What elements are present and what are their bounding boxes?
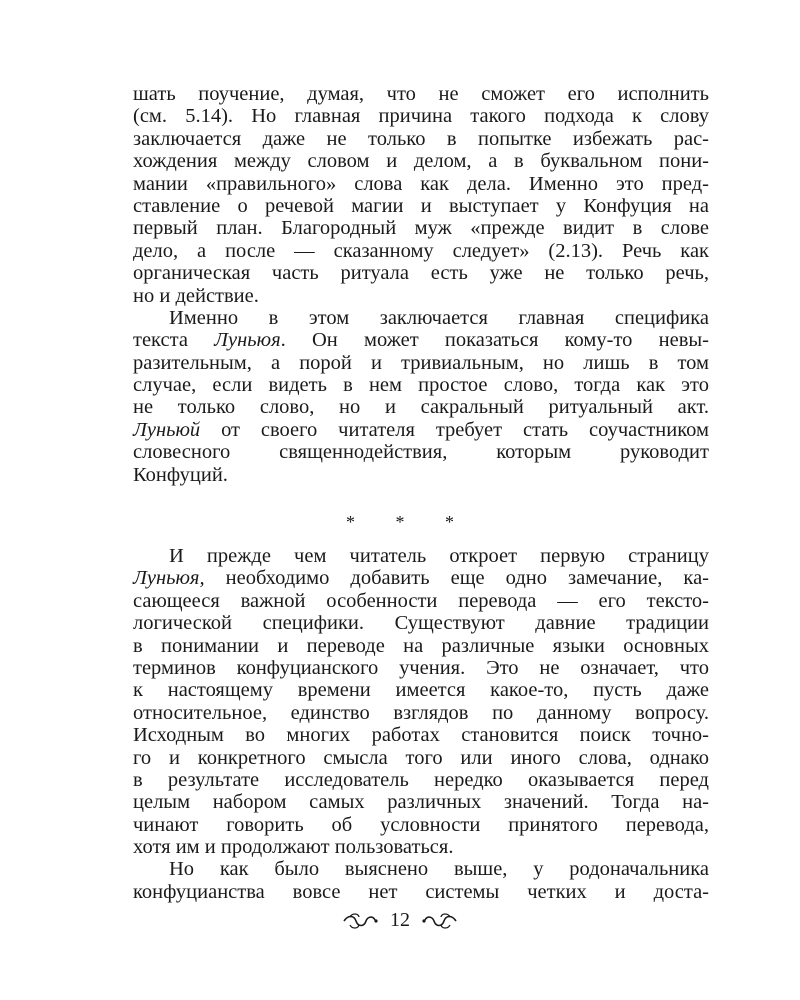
book-title: Луньюя: [214, 329, 281, 352]
text-line: словесного священнодействия, которым руководит: [133, 441, 709, 464]
text-line: но и действие.: [133, 284, 259, 307]
text-block-bottom: [133, 545, 709, 903]
book-title: Луньюй: [133, 418, 201, 441]
text-line: в понимании и переводе на различные языки основных: [133, 634, 709, 657]
text-line: не только слово, но и сакральный ритуальный акт.: [133, 396, 709, 419]
text-line: хождения между словом и делом, а в буквальном пони-: [133, 150, 709, 173]
text-line: (см. 5.14). Но главная причина такого подхода к слову: [133, 105, 709, 128]
text-line: логической специфики. Существуют давние традиции: [133, 612, 709, 635]
text-line: Исходным во многих работах становится поиск точно-: [133, 724, 709, 747]
text-line: [133, 419, 709, 441]
text-fragment: . Он может показаться кому-то невы-: [280, 329, 709, 352]
text-line: Именно в этом заключается главная специфика: [169, 306, 709, 329]
text-fragment: необходимо добавить еще одно замечание, ка-: [204, 567, 709, 590]
text-line: шать поучение, думая, что не сможет его исполнить: [133, 83, 709, 105]
text-line: целым набором самых различных значений. Тогда на-: [133, 791, 709, 814]
text-line: мании «правильного» слова как дела. Именно это пред-: [133, 172, 709, 195]
text-line: к настоящему времени имеется какое-то, пусть даже: [133, 679, 709, 702]
section-separator: * * *: [346, 512, 472, 532]
text-line: в результате исследователь нередко оказывается перед: [133, 768, 709, 791]
text-line: хотя им и продолжают пользоваться.: [133, 836, 454, 859]
paragraph: [133, 307, 709, 486]
text-line: разительным, а порой и тривиальным, но лишь в том: [133, 351, 709, 374]
text-line: [133, 329, 709, 351]
text-line: чинают говорить об условности принятого перевода,: [133, 813, 709, 836]
text-line: сающееся важной особенности перевода — его тексто-: [133, 589, 709, 612]
text-line: терминов конфуцианского учения. Это не означает, что: [133, 656, 709, 679]
page-footer: [0, 909, 800, 932]
text-line: И прежде чем читатель откроет первую страницу: [169, 545, 709, 567]
paragraph: [133, 545, 709, 858]
text-fragment: от своего читателя требует стать соучастником: [200, 418, 709, 441]
ornament-left-icon: [342, 911, 378, 931]
book-title: Луньюя,: [133, 567, 205, 590]
text-line: конфуцианства вовсе нет системы четких и доста-: [133, 880, 709, 903]
text-line: относительное, единство взглядов по данному вопросу.: [133, 701, 709, 724]
paragraph: [133, 83, 709, 307]
text-block-top: [133, 83, 709, 486]
text-line: [133, 567, 709, 589]
page-number: 12: [390, 909, 410, 931]
text-line: органическая часть ритуала есть уже не только речь,: [133, 262, 709, 285]
text-line: Конфуций.: [133, 463, 228, 486]
text-line: ставление о речевой магии и выступает у Конфуция на: [133, 194, 709, 217]
text-line: заключается даже не только в попытке избежать рас-: [133, 127, 709, 150]
text-line: го и конкретного смысла того или иного слова, однако: [133, 746, 709, 769]
text-fragment: текста: [133, 329, 215, 352]
text-line: дело, а после — сказанному следует» (2.13). Речь как: [133, 239, 709, 262]
text-line: случае, если видеть в нем простое слово, тогда как это: [133, 374, 709, 397]
text-line: Но как было выяснено выше, у родоначальника: [169, 858, 709, 881]
ornament-right-icon: [422, 911, 458, 931]
paragraph: [133, 858, 709, 903]
text-line: первый план. Благородный муж «прежде видит в слове: [133, 217, 709, 240]
